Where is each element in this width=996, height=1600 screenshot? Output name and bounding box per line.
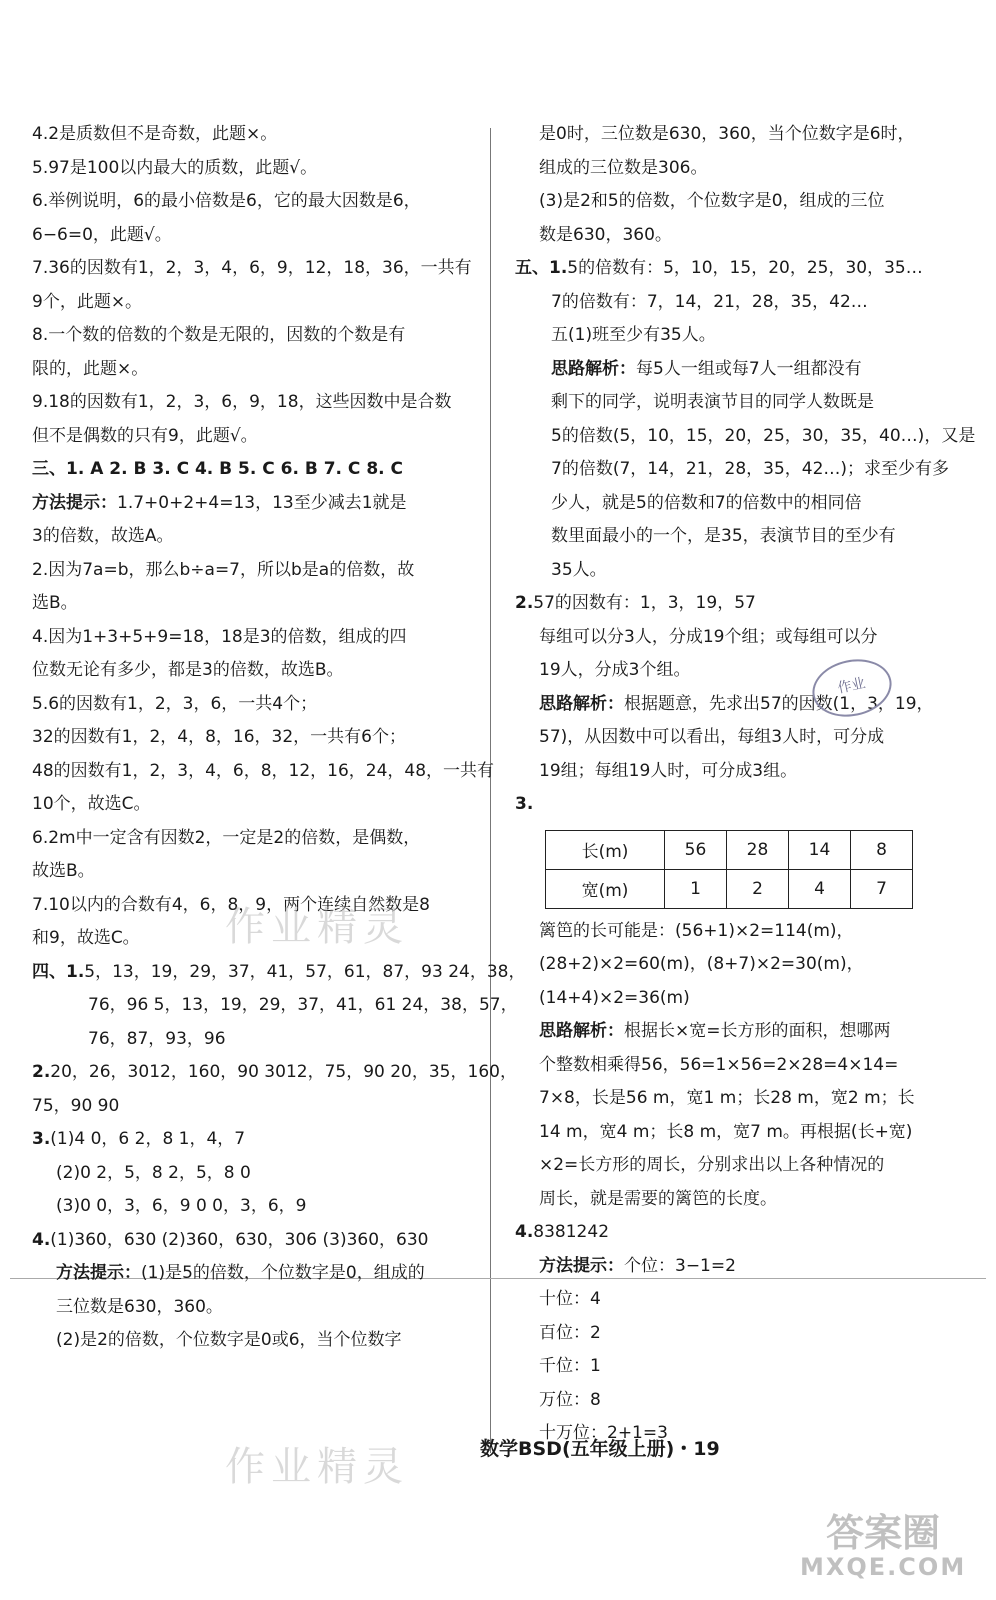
answer-line: 十万位：2+1=3 (539, 1423, 668, 1443)
answer-line: 32的因数有1，2，4，8，16，32，一共有6个； (32, 727, 406, 747)
analysis-text: 根据长×宽=长方形的面积，想哪两 (624, 1021, 891, 1041)
section-3-answers: 三、1. A 2. B 3. C 4. B 5. C 6. B 7. C 8. C (32, 459, 404, 479)
analysis (515, 353, 975, 387)
answer-line: 5的倍数(5，10，15，20，25，30，35，40…)，又是 (551, 425, 976, 446)
method-tip-text: (1)是5的倍数，个位数字是0，组成的 (141, 1263, 425, 1283)
answer-line: 2.因为7a=b，那么b÷a=7，所以b是a的倍数，故 (32, 559, 415, 580)
table-cell: 1 (665, 869, 727, 908)
table-row (546, 869, 913, 908)
answer-line: 篱笆的长可能是：(56+1)×2=114(m)， (539, 920, 854, 941)
answer-line: (2)是2的倍数，个位数字是0或6，当个位数字 (56, 1330, 402, 1350)
answer-line: 组成的三位数是306。 (539, 157, 708, 178)
answer-line: 4.2是质数但不是奇数，此题×。 (32, 124, 278, 144)
answer-line: 万位：8 (539, 1389, 601, 1410)
answer-line: 故选B。 (32, 861, 95, 881)
answer-line: 19组；每组19人时，可分成3组。 (539, 760, 798, 781)
answer-line: 3的倍数，故选A。 (32, 526, 174, 546)
answer-line: 19人，分成3个组。 (539, 660, 691, 680)
answer-line: 百位：2 (539, 1322, 601, 1343)
answer-line: ×2=长方形的周长，分别求出以上各种情况的 (539, 1155, 885, 1175)
answer-line: 个整数相乘得56，56=1×56=2×28=4×14= (539, 1054, 899, 1075)
answer-line: 十位：4 (539, 1289, 601, 1309)
answer-line: 五(1)班至少有35人。 (551, 325, 716, 345)
answer-line: 10个，故选C。 (32, 794, 151, 814)
watermark-url: MXQE.COM (800, 1553, 967, 1581)
analysis-text: 根据题意，先求出57的因数(1，3，19， (624, 693, 934, 714)
method-tip-label: 方法提示： (56, 1263, 141, 1283)
section-5-item-3 (515, 788, 975, 822)
section-5-item-2 (515, 587, 975, 621)
dimensions-table (545, 830, 913, 909)
answer-line: 和9，故选C。 (32, 928, 140, 948)
item-number: 四、1. (32, 961, 85, 982)
answer-line: 剩下的同学，说明表演节目的同学人数既是 (551, 392, 874, 412)
answer-text: 8381242 (533, 1222, 610, 1242)
answer-line: 8.一个数的倍数的个数是无限的，因数的个数是有 (32, 325, 406, 345)
answer-text: (1)4 0，6 2，8 1，4，7 (50, 1129, 246, 1149)
item-number: 3. (515, 794, 534, 814)
answer-line: 14 m，宽4 m；长8 m，宽7 m。再根据(长+宽) (539, 1121, 913, 1142)
table-row (546, 830, 913, 869)
answer-line: (2)0 2，5，8 2，5，8 0 (56, 1162, 251, 1183)
item-number: 2. (515, 593, 534, 613)
section-5-item-4 (515, 1216, 975, 1250)
answer-line: 5.6的因数有1，2，3，6，一共4个； (32, 693, 318, 714)
answer-line: 6.2m中一定含有因数2，一定是2的倍数，是偶数， (32, 827, 421, 848)
answer-line: 57)，从因数中可以看出，每组3人时，可分成 (539, 727, 885, 747)
answer-text: 20，26，3012，160，90 3012，75，90 20，35，160， (50, 1062, 517, 1082)
answer-line: 少人，就是5的倍数和7的倍数中的相同倍 (551, 492, 862, 513)
answer-line: 7.36的因数有1，2，3，4，6，9，12，18，36，一共有 (32, 258, 472, 278)
row-header: 长(m) (546, 830, 665, 869)
answer-line: 4.因为1+3+5+9=18，18是3的倍数，组成的四 (32, 626, 407, 647)
item-number: 2. (32, 1062, 51, 1082)
item-number: 4. (32, 1229, 51, 1250)
answer-line: 76，96 5，13，19，29，37，41，61 24，38，57， (88, 995, 518, 1015)
table-cell: 7 (851, 869, 913, 908)
analysis (515, 1015, 975, 1049)
answer-line: 6.举例说明，6的最小倍数是6，它的最大因数是6， (32, 191, 421, 211)
analysis-label: 思路解析： (539, 1021, 624, 1041)
answer-line: 但不是偶数的只有9，此题√。 (32, 425, 258, 446)
watermark-logo (800, 1512, 966, 1580)
answer-line: (3)是2和5的倍数，个位数字是0，组成的三位 (539, 191, 885, 211)
item-number: 五、1. (515, 258, 568, 278)
analysis-label: 思路解析： (539, 693, 624, 714)
item-number: 4. (515, 1222, 534, 1242)
left-column (32, 118, 526, 1358)
section-5-item-1 (515, 252, 975, 286)
answer-line: 周长，就是需要的篱笆的长度。 (539, 1188, 777, 1209)
answer-line: (28+2)×2=60(m)，(8+7)×2=30(m)， (539, 954, 864, 974)
table-cell: 28 (727, 830, 789, 869)
answer-text: 5，13，19，29，37，41，57，61，87，93 24，38， (84, 961, 526, 982)
section-4-item-4 (32, 1224, 482, 1258)
section-4-item-1 (32, 956, 526, 990)
method-tip-text: 个位：3−1=2 (624, 1255, 736, 1276)
answer-line: 75，90 90 (32, 1095, 120, 1116)
table-cell: 56 (665, 830, 727, 869)
answer-line: 7的倍数(7，14，21，28，35，42…)；求至少有多 (551, 459, 950, 479)
answer-line: 是0时，三位数是630，360，当个位数字是6时， (539, 124, 915, 144)
answer-line: 选B。 (32, 593, 78, 613)
answer-line: 35人。 (551, 559, 607, 580)
watermark-text: 作业精灵 (225, 904, 409, 950)
answer-line: 9个，此题×。 (32, 291, 143, 312)
method-tip (32, 1257, 482, 1291)
method-tip (515, 1250, 975, 1284)
answer-line: 千位：1 (539, 1356, 601, 1376)
answer-line: 每组可以分3人，分成19个组；或每组可以分 (539, 626, 878, 647)
answer-line: 三位数是630，360。 (56, 1296, 223, 1317)
answer-line: 5.97是100以内最大的质数，此题√。 (32, 157, 318, 178)
answer-text: (1)360，630 (2)360，630，306 (3)360，630 (50, 1229, 429, 1250)
answer-line: (14+4)×2=36(m) (539, 987, 690, 1008)
analysis-text: 每5人一组或每7人一组都没有 (636, 358, 862, 379)
page-footer: 数学BSD(五年级上册)・19 (480, 1438, 720, 1460)
answer-line: 位数无论有多少，都是3的倍数，故选B。 (32, 660, 344, 680)
answer-line: 数是630，360。 (539, 224, 672, 245)
method-tip-text: 1.7+0+2+4=13，13至少减去1就是 (117, 492, 407, 513)
table-cell: 14 (789, 830, 851, 869)
item-number: 3. (32, 1129, 51, 1149)
answer-line: 7×8，长是56 m，宽1 m；长28 m，宽2 m；长 (539, 1088, 915, 1108)
table-cell: 2 (727, 869, 789, 908)
answer-line: 6−6=0，此题√。 (32, 224, 172, 245)
section-4-item-2 (32, 1056, 517, 1090)
answer-line: 7.10以内的合数有4，6，8，9，两个连续自然数是8 (32, 894, 430, 915)
analysis (515, 688, 975, 722)
answer-line: 7的倍数有：7，14，21，28，35，42… (551, 291, 868, 312)
homework-stamp: 作业 (807, 652, 897, 723)
watermark-logo-text: 答案圈 (826, 1511, 941, 1555)
watermark-text: 作业精灵 (225, 1444, 409, 1490)
row-header: 宽(m) (546, 869, 665, 908)
answer-line: 限的，此题×。 (32, 358, 149, 379)
answer-line: 76，87，93，96 (88, 1028, 226, 1049)
answer-line: 数里面最小的一个，是35，表演节目的至少有 (551, 526, 896, 546)
section-4-item-3 (32, 1123, 482, 1157)
method-tip (32, 487, 482, 521)
answer-line: 9.18的因数有1，2，3，6，9，18，这些因数中是合数 (32, 392, 452, 412)
table-cell: 4 (789, 869, 851, 908)
answer-text: 5的倍数有：5，10，15，20，25，30，35… (567, 258, 923, 278)
right-column (515, 118, 975, 1451)
analysis-label: 思路解析： (551, 358, 636, 379)
column-divider (490, 128, 491, 1453)
method-tip-label: 方法提示： (539, 1255, 624, 1276)
answer-line: 48的因数有1，2，3，4，6，8，12，16，24，48，一共有 (32, 760, 495, 781)
answer-text: 57的因数有：1，3，19，57 (533, 593, 756, 613)
method-tip-label: 方法提示： (32, 492, 117, 513)
table-cell: 8 (851, 830, 913, 869)
answer-line: (3)0 0，3，6，9 0 0，3，6，9 (56, 1196, 307, 1216)
